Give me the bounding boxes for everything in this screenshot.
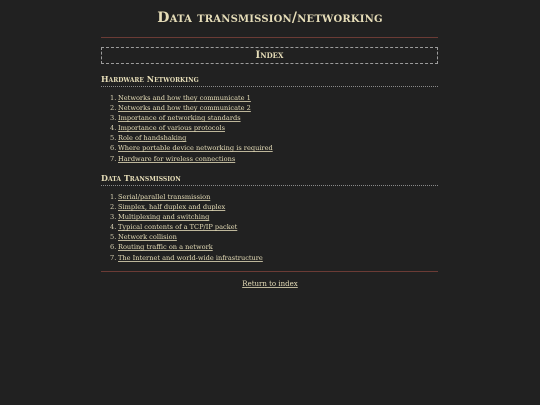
list-item: 2. Networks and how they communicate 2 <box>110 104 251 113</box>
page-title: Data transmission/networking <box>157 10 383 26</box>
link-networking-standards[interactable]: Importance of networking standards <box>118 114 241 123</box>
section-heading-hardware-networking: Hardware Networking <box>101 74 438 87</box>
list-item: 1. Serial/parallel transmission <box>110 193 211 201</box>
link-networks-communicate-2[interactable]: Networks and how they communicate 2 <box>118 104 251 113</box>
link-routing-traffic[interactable]: Routing traffic on a network <box>118 243 213 252</box>
list-item: 3. Multiplexing and switching <box>110 213 210 222</box>
link-simplex-duplex[interactable]: Simplex, half duplex and duplex <box>118 203 226 212</box>
data-transmission-list <box>110 192 263 263</box>
footer-divider <box>101 271 438 272</box>
link-portable-device-networking[interactable]: Where portable device networking is required <box>118 144 273 153</box>
link-network-collision[interactable]: Network collision <box>118 233 177 242</box>
list-item: 3. Importance of networking standards <box>110 114 241 123</box>
list-item: 1. Networks and how they communicate 1 <box>110 94 251 102</box>
index-heading: Index <box>101 47 438 64</box>
link-role-of-handshaking[interactable]: Role of handshaking <box>118 134 187 143</box>
link-multiplexing-switching[interactable]: Multiplexing and switching <box>118 213 210 222</box>
list-item: 4. Typical contents of a TCP/IP packet <box>110 223 238 232</box>
list-item: 7. Hardware for wireless connections <box>110 154 236 163</box>
list-item: 7. The Internet and world-wide infrastructure <box>110 253 263 262</box>
link-tcp-ip-packet[interactable]: Typical contents of a TCP/IP packet <box>118 223 238 232</box>
list-item: 5. Role of handshaking <box>110 134 187 143</box>
hardware-networking-list <box>110 93 273 164</box>
list-item: 6. Where portable device networking is required <box>110 144 273 153</box>
header-divider <box>101 37 438 38</box>
list-item: 5. Network collision <box>110 233 177 242</box>
link-serial-parallel[interactable]: Serial/parallel transmission <box>118 193 211 201</box>
section-heading-data-transmission: Data Transmission <box>101 173 438 186</box>
list-item: 6. Routing traffic on a network <box>110 243 213 252</box>
return-to-index-link[interactable]: Return to index <box>242 280 298 288</box>
list-item: 4. Importance of various protocols <box>110 124 225 133</box>
link-internet-infrastructure[interactable]: The Internet and world-wide infrastructure <box>118 253 263 262</box>
list-item: 2. Simplex, half duplex and duplex <box>110 203 226 212</box>
link-wireless-hardware[interactable]: Hardware for wireless connections <box>118 154 236 163</box>
link-various-protocols[interactable]: Importance of various protocols <box>118 124 225 133</box>
return-to-index-container <box>0 280 540 288</box>
link-networks-communicate-1[interactable]: Networks and how they communicate 1 <box>118 94 251 102</box>
